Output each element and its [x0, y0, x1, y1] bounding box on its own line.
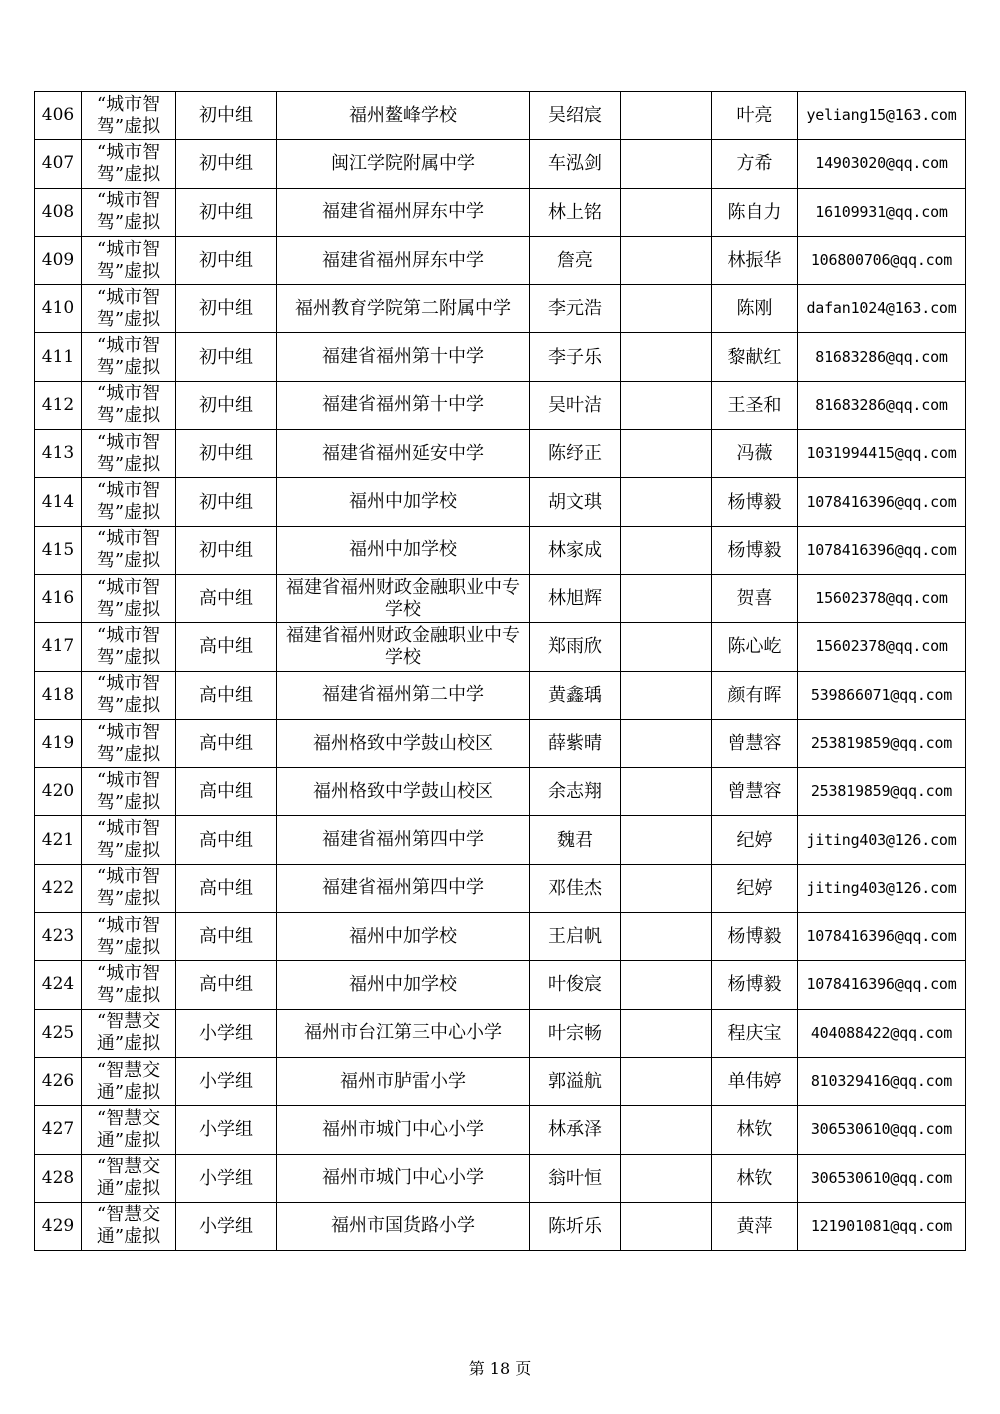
- cell-number: 427: [35, 1106, 82, 1154]
- cell-blank: [621, 478, 712, 526]
- cell-student: 林旭辉: [530, 574, 621, 622]
- cell-number: 421: [35, 816, 82, 864]
- cell-student: 黄鑫瑀: [530, 671, 621, 719]
- cell-group: 初中组: [176, 188, 277, 236]
- cell-school: 福建省福州延安中学: [277, 430, 530, 478]
- cell-student: 李子乐: [530, 333, 621, 381]
- cell-school: 福建省福州屏东中学: [277, 188, 530, 236]
- cell-group: 高中组: [176, 913, 277, 961]
- cell-email: 810329416@qq.com: [798, 1057, 966, 1105]
- cell-teacher: 杨博毅: [712, 526, 798, 574]
- cell-teacher: 林钦: [712, 1154, 798, 1202]
- cell-student: 翁叶恒: [530, 1154, 621, 1202]
- table-row: [35, 526, 966, 574]
- cell-teacher: 方希: [712, 140, 798, 188]
- cell-number: 429: [35, 1202, 82, 1250]
- cell-group: 高中组: [176, 623, 277, 671]
- cell-teacher: 陈自力: [712, 188, 798, 236]
- cell-number: 407: [35, 140, 82, 188]
- cell-student: 王启帆: [530, 913, 621, 961]
- cell-student: 薛紫晴: [530, 719, 621, 767]
- table-row: [35, 1057, 966, 1105]
- cell-email: 306530610@qq.com: [798, 1106, 966, 1154]
- cell-blank: [621, 768, 712, 816]
- cell-teacher: 单伟婷: [712, 1057, 798, 1105]
- table-row: [35, 140, 966, 188]
- table-row: [35, 671, 966, 719]
- cell-school: 福州中加学校: [277, 526, 530, 574]
- cell-teacher: 杨博毅: [712, 913, 798, 961]
- cell-blank: [621, 1106, 712, 1154]
- results-table-container: [34, 91, 965, 1251]
- cell-email: 1078416396@qq.com: [798, 961, 966, 1009]
- cell-group: 初中组: [176, 381, 277, 429]
- cell-number: 412: [35, 381, 82, 429]
- cell-email: jiting403@126.com: [798, 864, 966, 912]
- cell-competition: “城市智驾”虚拟: [82, 623, 176, 671]
- cell-number: 426: [35, 1057, 82, 1105]
- cell-blank: [621, 671, 712, 719]
- cell-teacher: 颜有晖: [712, 671, 798, 719]
- cell-email: 1078416396@qq.com: [798, 526, 966, 574]
- cell-school: 福州市国货路小学: [277, 1202, 530, 1250]
- cell-email: 15602378@qq.com: [798, 623, 966, 671]
- cell-school: 福州市台江第三中心小学: [277, 1009, 530, 1057]
- cell-number: 410: [35, 285, 82, 333]
- cell-competition: “智慧交通”虚拟: [82, 1106, 176, 1154]
- cell-teacher: 陈心屹: [712, 623, 798, 671]
- cell-competition: “城市智驾”虚拟: [82, 333, 176, 381]
- cell-school: 福州中加学校: [277, 478, 530, 526]
- cell-school: 福州格致中学鼓山校区: [277, 719, 530, 767]
- cell-blank: [621, 913, 712, 961]
- cell-group: 初中组: [176, 236, 277, 284]
- table-row: [35, 913, 966, 961]
- cell-blank: [621, 1009, 712, 1057]
- cell-group: 小学组: [176, 1009, 277, 1057]
- cell-group: 初中组: [176, 92, 277, 140]
- cell-competition: “智慧交通”虚拟: [82, 1154, 176, 1202]
- cell-teacher: 杨博毅: [712, 961, 798, 1009]
- cell-group: 初中组: [176, 526, 277, 574]
- cell-group: 小学组: [176, 1057, 277, 1105]
- cell-student: 吴绍宸: [530, 92, 621, 140]
- cell-email: 16109931@qq.com: [798, 188, 966, 236]
- cell-competition: “城市智驾”虚拟: [82, 430, 176, 478]
- cell-group: 高中组: [176, 961, 277, 1009]
- cell-teacher: 叶亮: [712, 92, 798, 140]
- results-table: [34, 91, 966, 1251]
- cell-teacher: 林振华: [712, 236, 798, 284]
- cell-email: 306530610@qq.com: [798, 1154, 966, 1202]
- table-row: [35, 864, 966, 912]
- table-row: [35, 623, 966, 671]
- cell-school: 福建省福州第二中学: [277, 671, 530, 719]
- cell-school: 福州格致中学鼓山校区: [277, 768, 530, 816]
- cell-email: 539866071@qq.com: [798, 671, 966, 719]
- page-number: 第 18 页: [468, 1359, 532, 1378]
- cell-number: 419: [35, 719, 82, 767]
- cell-number: 416: [35, 574, 82, 622]
- cell-teacher: 杨博毅: [712, 478, 798, 526]
- cell-blank: [621, 526, 712, 574]
- cell-student: 林家成: [530, 526, 621, 574]
- cell-number: 424: [35, 961, 82, 1009]
- cell-group: 小学组: [176, 1154, 277, 1202]
- cell-teacher: 黄萍: [712, 1202, 798, 1250]
- cell-blank: [621, 285, 712, 333]
- cell-email: 15602378@qq.com: [798, 574, 966, 622]
- cell-group: 高中组: [176, 719, 277, 767]
- cell-blank: [621, 236, 712, 284]
- cell-student: 郑雨欣: [530, 623, 621, 671]
- cell-teacher: 曾慧容: [712, 768, 798, 816]
- cell-blank: [621, 140, 712, 188]
- table-row: [35, 1009, 966, 1057]
- cell-group: 高中组: [176, 816, 277, 864]
- cell-competition: “城市智驾”虚拟: [82, 719, 176, 767]
- cell-blank: [621, 961, 712, 1009]
- cell-blank: [621, 188, 712, 236]
- cell-teacher: 程庆宝: [712, 1009, 798, 1057]
- cell-teacher: 纪婷: [712, 864, 798, 912]
- table-row: [35, 1106, 966, 1154]
- cell-blank: [621, 381, 712, 429]
- cell-competition: “城市智驾”虚拟: [82, 961, 176, 1009]
- cell-email: yeliang15@163.com: [798, 92, 966, 140]
- cell-student: 叶俊宸: [530, 961, 621, 1009]
- cell-email: 253819859@qq.com: [798, 719, 966, 767]
- cell-number: 423: [35, 913, 82, 961]
- cell-competition: “城市智驾”虚拟: [82, 381, 176, 429]
- cell-competition: “城市智驾”虚拟: [82, 188, 176, 236]
- cell-email: 121901081@qq.com: [798, 1202, 966, 1250]
- cell-blank: [621, 816, 712, 864]
- cell-competition: “城市智驾”虚拟: [82, 768, 176, 816]
- cell-teacher: 曾慧容: [712, 719, 798, 767]
- cell-teacher: 林钦: [712, 1106, 798, 1154]
- table-row: [35, 430, 966, 478]
- cell-school: 福建省福州财政金融职业中专学校: [277, 574, 530, 622]
- cell-competition: “智慧交通”虚拟: [82, 1009, 176, 1057]
- cell-group: 初中组: [176, 430, 277, 478]
- cell-competition: “城市智驾”虚拟: [82, 92, 176, 140]
- cell-student: 叶宗畅: [530, 1009, 621, 1057]
- table-row: [35, 961, 966, 1009]
- cell-email: jiting403@126.com: [798, 816, 966, 864]
- cell-group: 初中组: [176, 140, 277, 188]
- table-body: [35, 92, 966, 1251]
- cell-email: 81683286@qq.com: [798, 381, 966, 429]
- cell-blank: [621, 719, 712, 767]
- cell-competition: “城市智驾”虚拟: [82, 526, 176, 574]
- cell-teacher: 纪婷: [712, 816, 798, 864]
- cell-competition: “城市智驾”虚拟: [82, 478, 176, 526]
- cell-email: 1078416396@qq.com: [798, 478, 966, 526]
- cell-group: 高中组: [176, 768, 277, 816]
- cell-blank: [621, 430, 712, 478]
- cell-email: 14903020@qq.com: [798, 140, 966, 188]
- cell-blank: [621, 1202, 712, 1250]
- table-row: [35, 768, 966, 816]
- table-row: [35, 719, 966, 767]
- cell-group: 初中组: [176, 285, 277, 333]
- cell-blank: [621, 333, 712, 381]
- cell-blank: [621, 1154, 712, 1202]
- cell-school: 福州市城门中心小学: [277, 1106, 530, 1154]
- cell-number: 414: [35, 478, 82, 526]
- cell-group: 小学组: [176, 1106, 277, 1154]
- cell-competition: “智慧交通”虚拟: [82, 1057, 176, 1105]
- table-row: [35, 381, 966, 429]
- cell-student: 余志翔: [530, 768, 621, 816]
- cell-school: 福州中加学校: [277, 961, 530, 1009]
- cell-group: 小学组: [176, 1202, 277, 1250]
- cell-competition: “城市智驾”虚拟: [82, 864, 176, 912]
- table-row: [35, 816, 966, 864]
- cell-number: 406: [35, 92, 82, 140]
- table-row: [35, 92, 966, 140]
- cell-student: 吴叶洁: [530, 381, 621, 429]
- cell-group: 高中组: [176, 864, 277, 912]
- cell-number: 413: [35, 430, 82, 478]
- cell-student: 詹亮: [530, 236, 621, 284]
- cell-student: 郭溢航: [530, 1057, 621, 1105]
- cell-email: dafan1024@163.com: [798, 285, 966, 333]
- table-row: [35, 1202, 966, 1250]
- cell-number: 415: [35, 526, 82, 574]
- cell-blank: [621, 1057, 712, 1105]
- cell-school: 福建省福州第十中学: [277, 333, 530, 381]
- cell-email: 106800706@qq.com: [798, 236, 966, 284]
- cell-competition: “城市智驾”虚拟: [82, 236, 176, 284]
- cell-teacher: 冯薇: [712, 430, 798, 478]
- cell-blank: [621, 623, 712, 671]
- cell-student: 李元浩: [530, 285, 621, 333]
- cell-blank: [621, 574, 712, 622]
- cell-number: 425: [35, 1009, 82, 1057]
- cell-competition: “智慧交通”虚拟: [82, 1202, 176, 1250]
- cell-competition: “城市智驾”虚拟: [82, 140, 176, 188]
- cell-email: 404088422@qq.com: [798, 1009, 966, 1057]
- table-row: [35, 574, 966, 622]
- cell-school: 福建省福州屏东中学: [277, 236, 530, 284]
- table-row: [35, 1154, 966, 1202]
- cell-number: 420: [35, 768, 82, 816]
- cell-competition: “城市智驾”虚拟: [82, 574, 176, 622]
- cell-school: 福州鳌峰学校: [277, 92, 530, 140]
- cell-student: 林承泽: [530, 1106, 621, 1154]
- cell-number: 409: [35, 236, 82, 284]
- cell-student: 陈纾正: [530, 430, 621, 478]
- cell-group: 初中组: [176, 478, 277, 526]
- cell-number: 411: [35, 333, 82, 381]
- cell-school: 福建省福州财政金融职业中专学校: [277, 623, 530, 671]
- cell-school: 闽江学院附属中学: [277, 140, 530, 188]
- table-row: [35, 333, 966, 381]
- cell-teacher: 贺喜: [712, 574, 798, 622]
- cell-competition: “城市智驾”虚拟: [82, 671, 176, 719]
- cell-number: 417: [35, 623, 82, 671]
- cell-teacher: 陈刚: [712, 285, 798, 333]
- cell-student: 车泓剑: [530, 140, 621, 188]
- cell-school: 福州中加学校: [277, 913, 530, 961]
- cell-group: 初中组: [176, 333, 277, 381]
- table-row: [35, 285, 966, 333]
- cell-email: 81683286@qq.com: [798, 333, 966, 381]
- cell-group: 高中组: [176, 574, 277, 622]
- cell-blank: [621, 92, 712, 140]
- cell-school: 福州教育学院第二附属中学: [277, 285, 530, 333]
- cell-blank: [621, 864, 712, 912]
- cell-school: 福建省福州第四中学: [277, 864, 530, 912]
- cell-number: 408: [35, 188, 82, 236]
- cell-school: 福建省福州第四中学: [277, 816, 530, 864]
- cell-group: 高中组: [176, 671, 277, 719]
- cell-school: 福州市胪雷小学: [277, 1057, 530, 1105]
- cell-school: 福州市城门中心小学: [277, 1154, 530, 1202]
- table-row: [35, 188, 966, 236]
- cell-student: 邓佳杰: [530, 864, 621, 912]
- cell-email: 1078416396@qq.com: [798, 913, 966, 961]
- cell-email: 253819859@qq.com: [798, 768, 966, 816]
- cell-school: 福建省福州第十中学: [277, 381, 530, 429]
- cell-number: 428: [35, 1154, 82, 1202]
- cell-number: 422: [35, 864, 82, 912]
- cell-competition: “城市智驾”虚拟: [82, 285, 176, 333]
- cell-student: 胡文琪: [530, 478, 621, 526]
- cell-competition: “城市智驾”虚拟: [82, 816, 176, 864]
- cell-number: 418: [35, 671, 82, 719]
- cell-teacher: 黎献红: [712, 333, 798, 381]
- cell-teacher: 王圣和: [712, 381, 798, 429]
- cell-student: 陈圻乐: [530, 1202, 621, 1250]
- table-row: [35, 478, 966, 526]
- cell-student: 魏君: [530, 816, 621, 864]
- cell-email: 1031994415@qq.com: [798, 430, 966, 478]
- cell-student: 林上铭: [530, 188, 621, 236]
- table-row: [35, 236, 966, 284]
- cell-competition: “城市智驾”虚拟: [82, 913, 176, 961]
